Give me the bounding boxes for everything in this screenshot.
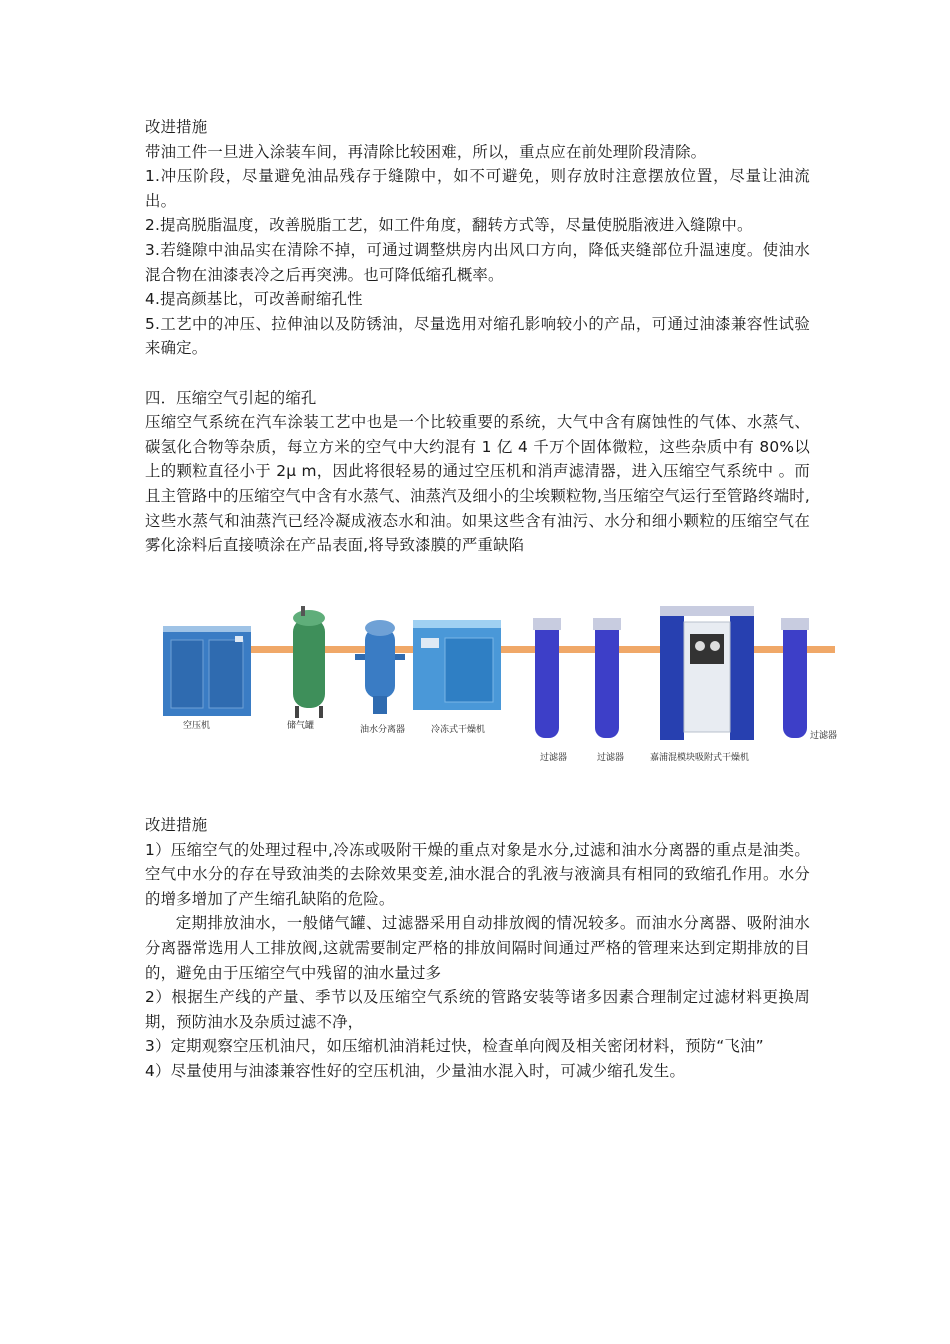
section1-item-1: 1.冲压阶段，尽量避免油品残存于缝隙中，如不可避免，则存放时注意摆放位置，尽量让油流出。 [145, 167, 810, 210]
section1-item-5: 5.工艺中的冲压、拉伸油以及防锈油，尽量选用对缩孔影响较小的产品，可通过油漆兼容性试验来确定。 [145, 314, 810, 358]
section1-item-4: 4.提高颜基比，可改善耐缩孔性 [145, 290, 363, 309]
section1-item-2: 2.提高脱脂温度，改善脱脂工艺，如工件角度，翻转方式等，尽量使脱脂液进入缝隙中。 [145, 216, 753, 235]
label-dryer: 冷冻式干燥机 [431, 725, 486, 735]
section2-body: 压缩空气系统在汽车涂装工艺中也是一个比较重要的系统，大气中含有腐蚀性的气体、水蒸气、碳氢化合物等杂质，每立方米的空气中大约混有 1 亿 4 千万个固体微粒，这些杂质中有 80%以上的颗粒直径小于 2μ m，因此将很轻易的通过空压机和消声滤清器，进入压缩空气系统中 。而且主管路中的压缩空气中含有水蒸气、油蒸汽及细小的尘埃颗粒物,当压缩空气运行至管路终端时,这些水蒸气和油蒸汽已经冷凝成液态水和油。如果这些含有油污、水分和细小颗粒的压缩空气在雾化涂料后直接喷涂在产品表面,将导致漆膜的严重缺陷 [145, 413, 810, 555]
section3-p1: 1）压缩空气的处理过程中,冷冻或吸附干燥的重点对象是水分,过滤和油水分离器的重点是油类。空气中水分的存在导致油类的去除效果变差,油水混合的乳液与液滴具有相同的致缩孔作用。水分的增多增加了产生缩孔缺陷的危险。 [145, 840, 810, 908]
section3-p2: 定期排放油水，一般储气罐、过滤器采用自动排放阀的情况较多。而油水分离器、吸附油水分离器常选用人工排放阀,这就需要制定严格的排放间隔时间通过严格的管理来达到定期排放的目的，避免由于压缩空气中残留的油水量过多 [145, 914, 810, 982]
label-filter-2: 过滤器 [597, 753, 625, 763]
label-tank: 储气罐 [287, 721, 315, 731]
filter-icon [533, 618, 561, 738]
section3-p5: 4）尽量使用与油漆兼容性好的空压机油，少量油水混入时，可减少缩孔发生。 [145, 1061, 686, 1080]
air-compressor-icon [163, 626, 251, 716]
document-body [145, 115, 810, 558]
section1-item-3: 3.若缝隙中油品实在清除不掉，可通过调整烘房内出风口方向，降低夹缝部位升温速度。使油水混合物在油漆表冷之后再突沸。也可降低缩孔概率。 [145, 240, 810, 284]
label-filter-1: 过滤器 [540, 753, 568, 763]
adsorption-dryer-icon [660, 606, 754, 740]
section1-heading: 改进措施 [145, 118, 208, 136]
section2-heading: 四．压缩空气引起的缩孔 [145, 388, 317, 407]
oil-water-separator-icon [355, 620, 405, 714]
label-separator: 油水分离器 [360, 725, 406, 735]
improvement-section [145, 813, 810, 1084]
refrigerated-dryer-icon [413, 620, 501, 710]
label-compressor: 空压机 [183, 721, 211, 731]
section3-heading: 改进措施 [145, 816, 208, 834]
filter-icon [781, 618, 809, 738]
filter-icon [593, 618, 621, 738]
section3-p3: 2）根据生产线的产量、季节以及压缩空气系统的管路安装等诸多因素合理制定过滤材料更换周期，预防油水及杂质过滤不净， [145, 988, 810, 1031]
section1-intro: 带油工件一旦进入涂装车间，再清除比较困难，所以，重点应在前处理阶段清除。 [145, 142, 707, 161]
air-tank-icon [293, 606, 325, 718]
equipment-diagram [155, 598, 855, 778]
compressed-air-system-figure [155, 598, 855, 778]
section3-p4: 3）定期观察空压机油尺，如压缩机油消耗过快，检查单向阀及相关密闭材料，预防“飞油” [145, 1037, 764, 1056]
label-filter-3: 过滤器 [810, 731, 838, 741]
label-adsorption-dryer: 嘉浦混模块吸附式干燥机 [650, 753, 750, 763]
